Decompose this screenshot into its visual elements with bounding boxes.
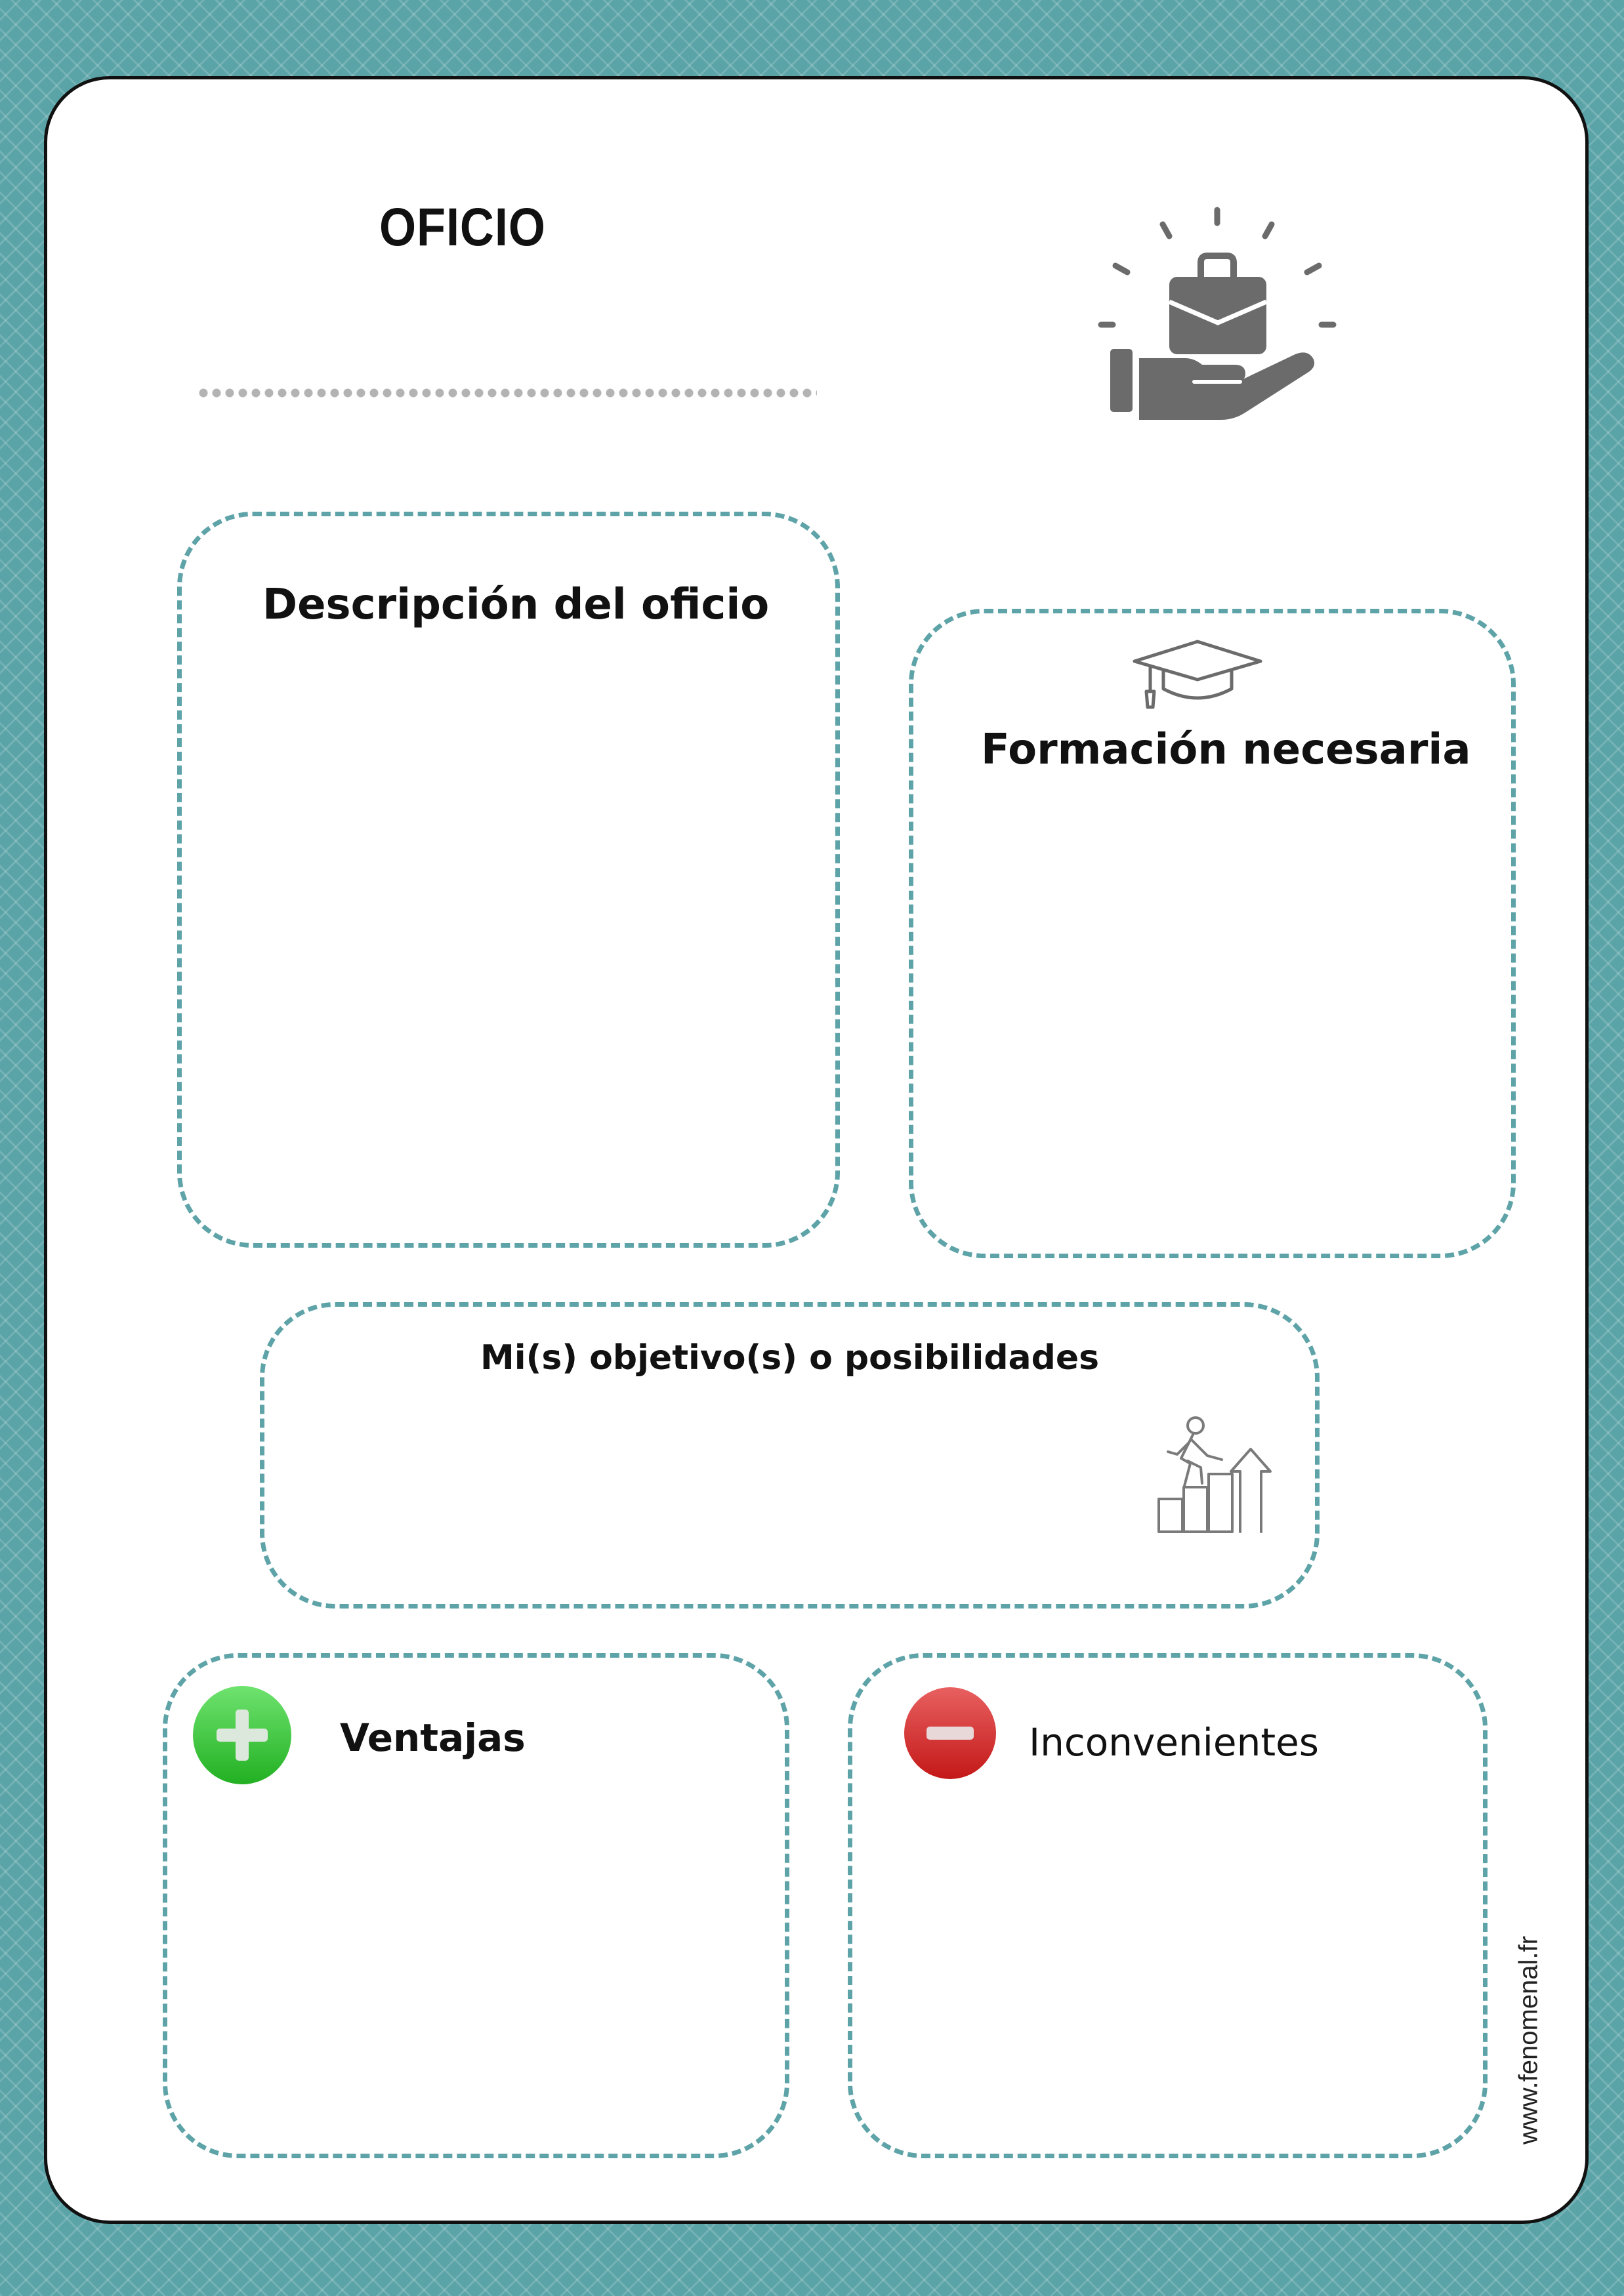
disadvantages-title: Inconvenientes (1029, 1720, 1319, 1765)
website-watermark (1514, 1936, 1543, 2144)
minus-circle-icon (903, 1686, 997, 1780)
goals-title: Mi(s) objetivo(s) o posibilidades (480, 1338, 1100, 1378)
title-dotted-line (197, 388, 817, 398)
plus-circle-icon (192, 1685, 293, 1786)
training-title: Formación necesaria (981, 726, 1471, 774)
watermark-text: www.fenomenal.fr (1514, 1936, 1543, 2144)
briefcase-in-hand-icon (1096, 203, 1345, 420)
page-title: OFICIO (379, 197, 546, 257)
description-title: Descripción del oficio (262, 581, 770, 629)
climbing-steps-icon (1155, 1414, 1273, 1535)
advantages-title: Ventajas (340, 1715, 526, 1760)
graduation-cap-icon (1132, 636, 1263, 712)
